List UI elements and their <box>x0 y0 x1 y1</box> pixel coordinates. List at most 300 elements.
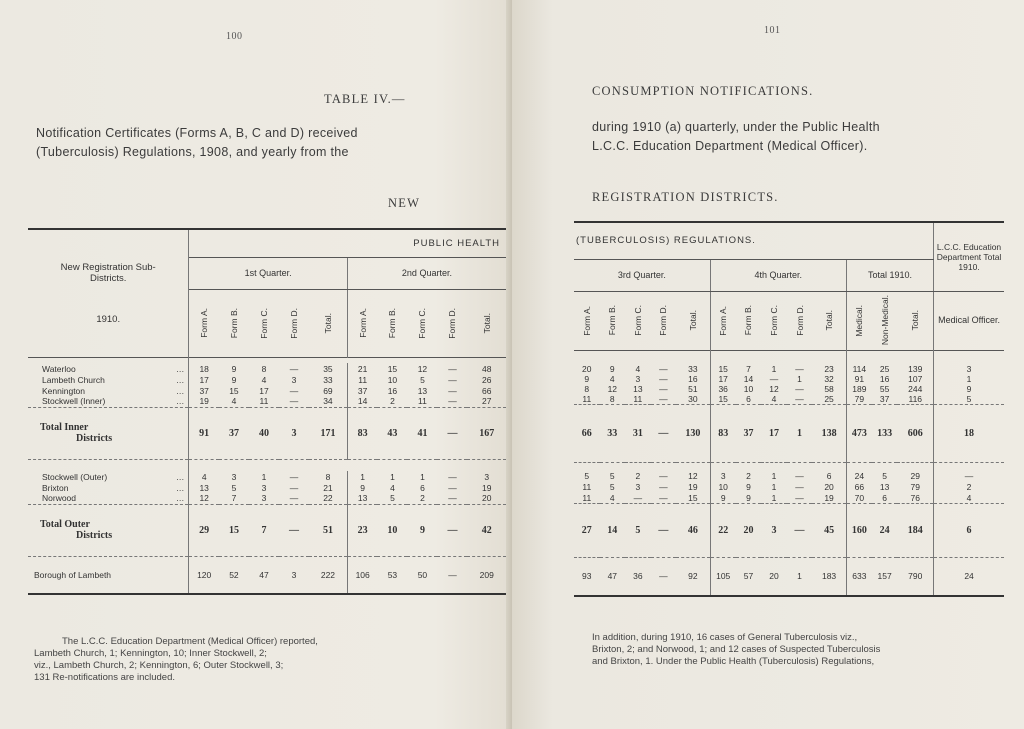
cell-value: 1 <box>934 374 1004 384</box>
table-row <box>574 482 1004 493</box>
cell-value: 2 <box>746 471 751 481</box>
spacer-cell <box>600 463 626 471</box>
cell-value: 3 <box>279 407 309 459</box>
cell-value: — <box>651 394 677 405</box>
cell-value: 6 <box>812 471 846 482</box>
footnote-line: The L.C.C. Education Department (Medical Officer) reported, <box>62 636 318 647</box>
cell-value: — <box>769 374 779 384</box>
cell-value: 16 <box>879 374 890 384</box>
table-row <box>28 482 506 493</box>
table-row <box>574 558 1004 596</box>
cell-value: 66 <box>482 385 492 396</box>
form-col-label: Total. <box>687 310 698 331</box>
cell-value: 13 <box>633 384 643 394</box>
form-col-label: Form A. <box>581 305 592 336</box>
cell-value: 184 <box>897 504 933 558</box>
form-col-label: Total. <box>824 310 835 331</box>
district-name: Lambeth Church … <box>28 374 189 385</box>
cell-value: 33 <box>600 405 626 463</box>
total-label-line: Districts <box>76 433 113 444</box>
spacer-cell <box>651 350 677 364</box>
heading-fragment: NEW <box>388 196 421 210</box>
quarter-header: 3rd Quarter. <box>574 259 710 291</box>
form-col-header <box>347 289 377 357</box>
district-name: Stockwell (Outer) … <box>28 471 189 482</box>
cell-value: 23 <box>812 364 846 374</box>
cell-value: 29 <box>910 471 920 481</box>
cell-value: 209 <box>479 569 494 580</box>
total-col-header <box>897 291 933 350</box>
form-col-header <box>219 289 249 357</box>
total-col-header <box>846 291 872 350</box>
cell-value: 29 <box>189 504 219 556</box>
cell-value: 17 <box>761 405 787 463</box>
cell-value: 10 <box>377 504 407 556</box>
cell-value: — <box>787 493 813 504</box>
table-title: TABLE IV.— <box>324 92 406 106</box>
cell-value: 4 <box>261 374 267 385</box>
district-name: Norwood … <box>28 493 189 504</box>
cell-value: 1 <box>261 471 267 482</box>
cell-value: 107 <box>908 374 923 384</box>
cell-value: 3 <box>249 493 279 504</box>
form-col-label: Form B. <box>228 307 239 339</box>
cell-value: 92 <box>676 558 710 596</box>
intro-line: L.C.C. Education Department (Medical Officer). <box>592 139 868 153</box>
intro-line: Notification Certificates (Forms A, B, C and D) received <box>36 126 358 140</box>
cell-value: 790 <box>908 571 923 582</box>
leader-dots: … <box>175 396 185 407</box>
cell-value: 7 <box>746 364 751 374</box>
notification-table-left <box>28 228 506 595</box>
cell-value: 11 <box>582 482 592 492</box>
cell-value: 18 <box>199 363 209 374</box>
cell-value: 5 <box>625 504 651 558</box>
cell-value: — <box>651 405 677 463</box>
notification-table-right <box>574 221 1004 597</box>
cell-value: 9 <box>736 493 762 504</box>
form-col-header <box>574 291 600 350</box>
form-col-header <box>812 291 846 350</box>
spacer-cell <box>710 463 736 471</box>
cell-value: 6 <box>736 394 762 405</box>
form-col-label: Total. <box>322 312 333 334</box>
total-label-line: Total Outer <box>40 519 90 530</box>
cell-value: 41 <box>407 407 437 459</box>
cell-value: 11 <box>574 394 600 405</box>
district-name: Kennington … <box>28 385 189 396</box>
cell-value: 91 <box>189 407 219 459</box>
cell-value: — <box>795 364 804 374</box>
cell-value: 58 <box>812 384 846 394</box>
quarter-header: 2nd Quarter. <box>347 257 506 289</box>
cell-value: 70 <box>846 493 872 504</box>
spacer-row <box>574 463 1004 471</box>
cell-value: — <box>659 482 668 492</box>
form-col-header <box>279 289 309 357</box>
cell-value: 5 <box>377 493 407 504</box>
cell-value: 51 <box>676 384 710 394</box>
district-header-cell <box>28 229 189 357</box>
cell-value: 15 <box>710 394 736 405</box>
cell-value: 17 <box>199 374 209 385</box>
cell-value: 21 <box>309 482 347 493</box>
quarter-header: 1st Quarter. <box>189 257 347 289</box>
cell-value: 4 <box>600 493 626 504</box>
cell-value: 9 <box>407 504 437 556</box>
table-row <box>28 471 506 482</box>
cell-value: 66 <box>574 405 600 463</box>
cell-value: 15 <box>387 363 398 374</box>
right-heading: REGISTRATION DISTRICTS. <box>592 190 779 204</box>
cell-value: 9 <box>231 374 237 385</box>
cell-value: 25 <box>812 394 846 405</box>
spacer-cell <box>846 350 872 364</box>
cell-value: 133 <box>872 405 898 463</box>
cell-value: 8 <box>600 394 626 405</box>
cell-value: 2 <box>934 482 1004 493</box>
total-label <box>28 407 189 459</box>
cell-value: 3 <box>635 482 641 492</box>
cell-value: — <box>289 471 299 482</box>
cell-value: 10 <box>387 374 398 385</box>
year-header: 1910. <box>96 313 121 325</box>
cell-value: — <box>795 384 804 394</box>
cell-value: 5 <box>584 471 590 481</box>
cell-value: 160 <box>846 504 872 558</box>
intro-text-left <box>36 124 358 162</box>
cell-value: 13 <box>417 385 428 396</box>
cell-value: — <box>448 482 457 493</box>
total-label-line: Total Inner <box>40 422 89 433</box>
footnote-right <box>592 632 880 668</box>
cell-value: 1 <box>771 471 777 481</box>
cell-value: 20 <box>467 493 506 504</box>
cell-value: — <box>437 396 467 407</box>
total-col-header <box>872 291 898 350</box>
table-row <box>28 493 506 504</box>
spacer-cell <box>787 463 813 471</box>
cell-value: 17 <box>259 385 269 396</box>
total-row <box>28 407 506 459</box>
cell-value: — <box>651 504 677 558</box>
cell-value: — <box>659 384 668 394</box>
cell-value: 20 <box>812 482 846 493</box>
cell-value: — <box>437 493 467 504</box>
cell-value: 91 <box>854 374 865 384</box>
cell-value: 4 <box>219 396 249 407</box>
cell-value: 4 <box>390 482 395 493</box>
table-row <box>574 364 1004 374</box>
lcc-subheader: Medical Officer. <box>934 291 1004 350</box>
form-col-header <box>249 289 279 357</box>
form-col-header <box>761 291 787 350</box>
cell-value: 51 <box>309 504 347 556</box>
page-number-left: 100 <box>226 31 243 42</box>
leader-dots: … <box>175 493 185 504</box>
cell-value: 9 <box>584 374 590 384</box>
cell-value: 222 <box>309 556 347 594</box>
spacer-cell <box>897 463 933 471</box>
footnote-line: Lambeth Church, 1; Kennington, 10; Inner Stockwell, 2; <box>34 648 267 659</box>
leader-dots: … <box>175 385 185 396</box>
form-col-label: Form B. <box>387 307 398 339</box>
cell-value: — <box>448 363 457 374</box>
form-col-header <box>787 291 813 350</box>
cell-value: — <box>651 493 677 504</box>
cell-value: 47 <box>259 569 269 580</box>
leader-dots: … <box>175 471 185 482</box>
cell-value: 1 <box>360 471 366 482</box>
cell-value: 1 <box>390 471 395 482</box>
cell-value: 106 <box>355 569 370 580</box>
cell-value: 19 <box>676 482 710 493</box>
cell-value: 1 <box>771 482 777 492</box>
total-label-line: Districts <box>76 530 113 541</box>
cell-value: 27 <box>574 504 600 558</box>
cell-value: 1 <box>797 571 802 582</box>
cell-value: 22 <box>309 493 347 504</box>
footnote-line: 131 Re-notifications are included. <box>34 672 176 683</box>
district-name: Brixton … <box>28 482 189 493</box>
cell-value: 14 <box>600 504 626 558</box>
cell-value: — <box>659 571 668 582</box>
quarter-header: Total 1910. <box>846 259 933 291</box>
spacer-cell <box>934 463 1004 471</box>
form-col-label: Form D. <box>447 307 458 339</box>
cell-value: 4 <box>201 471 207 482</box>
table-row <box>574 493 1004 504</box>
cell-value: 31 <box>625 405 651 463</box>
cell-value: — <box>437 407 467 459</box>
cell-value: 9 <box>746 482 751 492</box>
cell-value: 105 <box>716 571 731 582</box>
cell-value: 11 <box>358 374 368 385</box>
spacer-cell <box>846 463 872 471</box>
cell-value: 14 <box>743 374 754 384</box>
cell-value: 19 <box>189 396 219 407</box>
cell-value: 23 <box>347 504 377 556</box>
table-row <box>28 363 506 374</box>
cell-value: 21 <box>357 363 368 374</box>
cell-value: 138 <box>812 405 846 463</box>
cell-value: 27 <box>467 396 506 407</box>
leader-dots: … <box>175 482 185 493</box>
cell-value: 171 <box>309 407 347 459</box>
page-number-right: 101 <box>764 25 781 36</box>
form-col-label: Form C. <box>632 305 643 336</box>
district-name: Borough of Lambeth <box>28 556 189 594</box>
cell-value: 16 <box>387 385 398 396</box>
spacer-cell <box>812 350 846 364</box>
cell-value: 83 <box>710 405 736 463</box>
cell-value: — <box>289 385 299 396</box>
cell-value: — <box>289 363 299 374</box>
cell-value: 93 <box>582 571 592 582</box>
cell-value: 20 <box>769 571 779 582</box>
cell-value: 4 <box>934 493 1004 504</box>
cell-value: — <box>795 482 804 492</box>
cell-value: 18 <box>934 405 1004 463</box>
cell-value: 66 <box>854 482 865 492</box>
spacer-cell <box>710 350 736 364</box>
cell-value: 46 <box>676 504 710 558</box>
form-col-header <box>676 291 710 350</box>
footnote-left <box>34 636 318 684</box>
group-header-left: PUBLIC HEALTH <box>189 229 506 257</box>
cell-value: 8 <box>584 384 590 394</box>
cell-value: 3 <box>720 471 726 481</box>
spacer-cell <box>676 350 710 364</box>
cell-value: 183 <box>812 558 846 596</box>
cell-value: 79 <box>846 394 872 405</box>
cell-value: 79 <box>910 482 920 492</box>
form-col-header <box>736 291 762 350</box>
spacer-cell <box>872 350 898 364</box>
spacer-cell <box>676 463 710 471</box>
cell-value: 3 <box>484 471 490 482</box>
table-row <box>28 396 506 407</box>
cell-value: 1 <box>771 364 777 374</box>
cell-value: 633 <box>852 571 867 582</box>
leader-dots: … <box>175 374 185 385</box>
cell-value: 1 <box>787 405 813 463</box>
cell-value: 35 <box>309 363 347 374</box>
cell-value: 2 <box>407 493 437 504</box>
form-col-label: Form B. <box>607 305 618 336</box>
cell-value: 34 <box>309 396 347 407</box>
form-col-label: Form D. <box>658 305 669 336</box>
cell-value: 69 <box>309 385 347 396</box>
cell-value: 1 <box>420 471 425 482</box>
cell-value: 57 <box>743 571 754 582</box>
table-row <box>574 384 1004 394</box>
cell-value: 5 <box>609 482 615 492</box>
total-row <box>28 504 506 556</box>
cell-value: 9 <box>934 384 1004 394</box>
cell-value: 4 <box>635 364 641 374</box>
cell-value: 13 <box>879 482 890 492</box>
cell-value: 24 <box>872 504 898 558</box>
cell-value: 20 <box>582 364 592 374</box>
cell-value: 19 <box>812 493 846 504</box>
total-col-label: Non-Medical. <box>879 295 890 346</box>
cell-value: — <box>795 471 804 481</box>
cell-value: 6 <box>872 493 898 504</box>
cell-value: 7 <box>249 504 279 556</box>
cell-value: — <box>787 394 813 405</box>
cell-value: 19 <box>482 482 492 493</box>
cell-value: 13 <box>199 482 209 493</box>
form-col-header <box>651 291 677 350</box>
cell-value: 30 <box>676 394 710 405</box>
cell-value: 22 <box>710 504 736 558</box>
table-row <box>574 504 1004 558</box>
form-col-label: Form D. <box>288 307 299 339</box>
cell-value: 17 <box>718 374 728 384</box>
lcc-header: L.C.C. Education Department Total 1910. <box>934 222 1004 291</box>
table-row <box>28 385 506 396</box>
form-col-label: Total. <box>481 312 492 334</box>
cell-value: 47 <box>607 571 618 582</box>
cell-value: 8 <box>309 471 347 482</box>
total-col-label: Medical. <box>854 304 865 337</box>
spacer-cell <box>736 350 762 364</box>
cell-value: — <box>659 364 668 374</box>
cell-value: 8 <box>261 363 267 374</box>
cell-value: — <box>448 471 457 482</box>
spacer-cell <box>812 463 846 471</box>
cell-value: 2 <box>377 396 407 407</box>
cell-value: 12 <box>769 384 779 394</box>
cell-value: — <box>448 569 457 580</box>
cell-value: 40 <box>249 407 279 459</box>
form-col-label: Form A. <box>199 308 210 338</box>
spacer-cell <box>897 350 933 364</box>
form-col-header <box>377 289 407 357</box>
cell-value: 10 <box>718 482 728 492</box>
cell-value: 42 <box>467 504 506 556</box>
cell-value: 24 <box>934 558 1004 596</box>
cell-value: 120 <box>197 569 212 580</box>
cell-value: 12 <box>189 493 219 504</box>
cell-value: 9 <box>609 364 615 374</box>
cell-value: 50 <box>417 569 428 580</box>
cell-value: — <box>448 374 457 385</box>
spacer-cell <box>625 350 651 364</box>
form-col-header <box>710 291 736 350</box>
cell-value: 15 <box>219 504 249 556</box>
cell-value: 45 <box>812 504 846 558</box>
cell-value: 3 <box>761 504 787 558</box>
cell-value: 3 <box>934 364 1004 374</box>
cell-value: 15 <box>229 385 239 396</box>
district-header: New Registration Sub-Districts. <box>60 261 156 284</box>
cell-value: 26 <box>482 374 492 385</box>
cell-value: 139 <box>908 364 923 374</box>
cell-value: 37 <box>736 405 762 463</box>
cell-value: 11 <box>574 493 600 504</box>
cell-value: 16 <box>676 374 710 384</box>
district-name: Waterloo … <box>28 363 189 374</box>
cell-value: 11 <box>249 396 279 407</box>
cell-value: 3 <box>231 471 237 482</box>
cell-value: 12 <box>417 363 428 374</box>
cell-value: 13 <box>347 493 377 504</box>
cell-value: 157 <box>877 571 892 582</box>
form-col-header <box>467 289 506 357</box>
form-col-header <box>189 289 219 357</box>
cell-value: 37 <box>872 394 898 405</box>
cell-value: — <box>279 396 309 407</box>
cell-value: 114 <box>852 364 867 374</box>
intro-line: (Tuberculosis) Regulations, 1908, and yearly from the <box>36 145 349 159</box>
footnote-line: In addition, during 1910, 16 cases of General Tuberculosis viz., <box>592 632 858 643</box>
cell-value: 33 <box>309 374 347 385</box>
cell-value: 606 <box>897 405 933 463</box>
cell-value: 6 <box>934 504 1004 558</box>
spacer-cell <box>574 350 600 364</box>
cell-value: 244 <box>908 384 923 394</box>
cell-value: 43 <box>377 407 407 459</box>
spacer-cell <box>574 463 600 471</box>
form-col-header <box>600 291 626 350</box>
cell-value: — <box>934 471 1004 482</box>
cell-value: 3 <box>291 374 297 385</box>
cell-value: 5 <box>609 471 615 481</box>
table-row <box>28 374 506 385</box>
leader-dots: … <box>175 363 185 374</box>
